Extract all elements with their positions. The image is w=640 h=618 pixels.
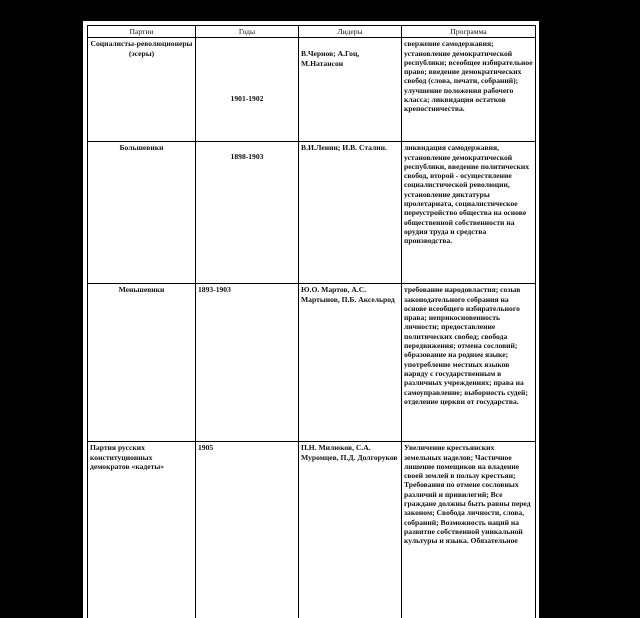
party-cell: Меньшевики xyxy=(88,284,196,442)
table-row xyxy=(88,442,536,618)
header-years: Годы xyxy=(196,26,299,38)
party-cell: Партия русских конституционных демократов «кадеты» xyxy=(88,442,196,618)
leaders-cell xyxy=(299,38,402,142)
leaders-cell: Ю.О. Мартов, А.С. Мартынов, П.Б. Аксельрод xyxy=(299,284,402,442)
program-cell: свержение самодержавия; установление демократической республики; всеобщее избирательное право; введение демократических свобод (слова, печати, собраний); улучшение положения рабочего класса; ликвидация остатков крепостничества. xyxy=(402,38,536,142)
years-cell: 1905 xyxy=(196,442,299,618)
leaders-cell: П.Н. Милюков, С.А. Муромцев, П.Д. Долгоруков xyxy=(299,442,402,618)
program-cell: ликвидация самодержавия, установление демократической республики, введение политических свобод, второй - осуществление социалистической революции, установление диктатуры пролетариата, социалистическое переустройство общества на основе общественной собственности на орудия труда и средства производства. xyxy=(402,142,536,284)
table-row xyxy=(88,284,536,442)
parties-table xyxy=(87,25,536,618)
leaders-cell: В.И.Ленин; И.В. Сталин. xyxy=(299,142,402,284)
header-program: Программа xyxy=(402,26,536,38)
program-cell: Увеличение крестьянских земельных наделов; Частичное лишение помещиков на владение своей землей в пользу крестьян; Требования по отмене сословных различий и привилегий; Все граждане должны быть равны перед законом; Свобода личности, слова, собраний; Возможность наций на развитие собственной уникальной культуры и языка. Обязательное xyxy=(402,442,536,618)
header-leaders: Лидеры xyxy=(299,26,402,38)
years-cell xyxy=(196,38,299,142)
table-header-row xyxy=(88,26,536,38)
document-page xyxy=(83,21,539,618)
party-cell: Социалисты-революционеры (эсеры) xyxy=(88,38,196,142)
program-cell: требование народовластия; созыв законодательного собрания на основе всеобщего избирательного права; неприкосновенность личности; предоставление политических свобод; свобода передвижения; отмена сословий; образование на родном языке; употребление местных языков наряду с государственным в различных учреждениях; права на самоуправление; выборность судей; отделение церкви от государства. xyxy=(402,284,536,442)
party-cell: Большевики xyxy=(88,142,196,284)
table-row xyxy=(88,38,536,142)
header-parties: Партии xyxy=(88,26,196,38)
years-value: 1901-1902 xyxy=(230,94,264,104)
table-row xyxy=(88,142,536,284)
years-cell xyxy=(196,142,299,284)
years-value: 1898-1903 xyxy=(230,152,264,162)
leaders-value: В.Чернов; А.Гоц, М.Натансон xyxy=(301,49,360,68)
years-cell: 1893-1903 xyxy=(196,284,299,442)
